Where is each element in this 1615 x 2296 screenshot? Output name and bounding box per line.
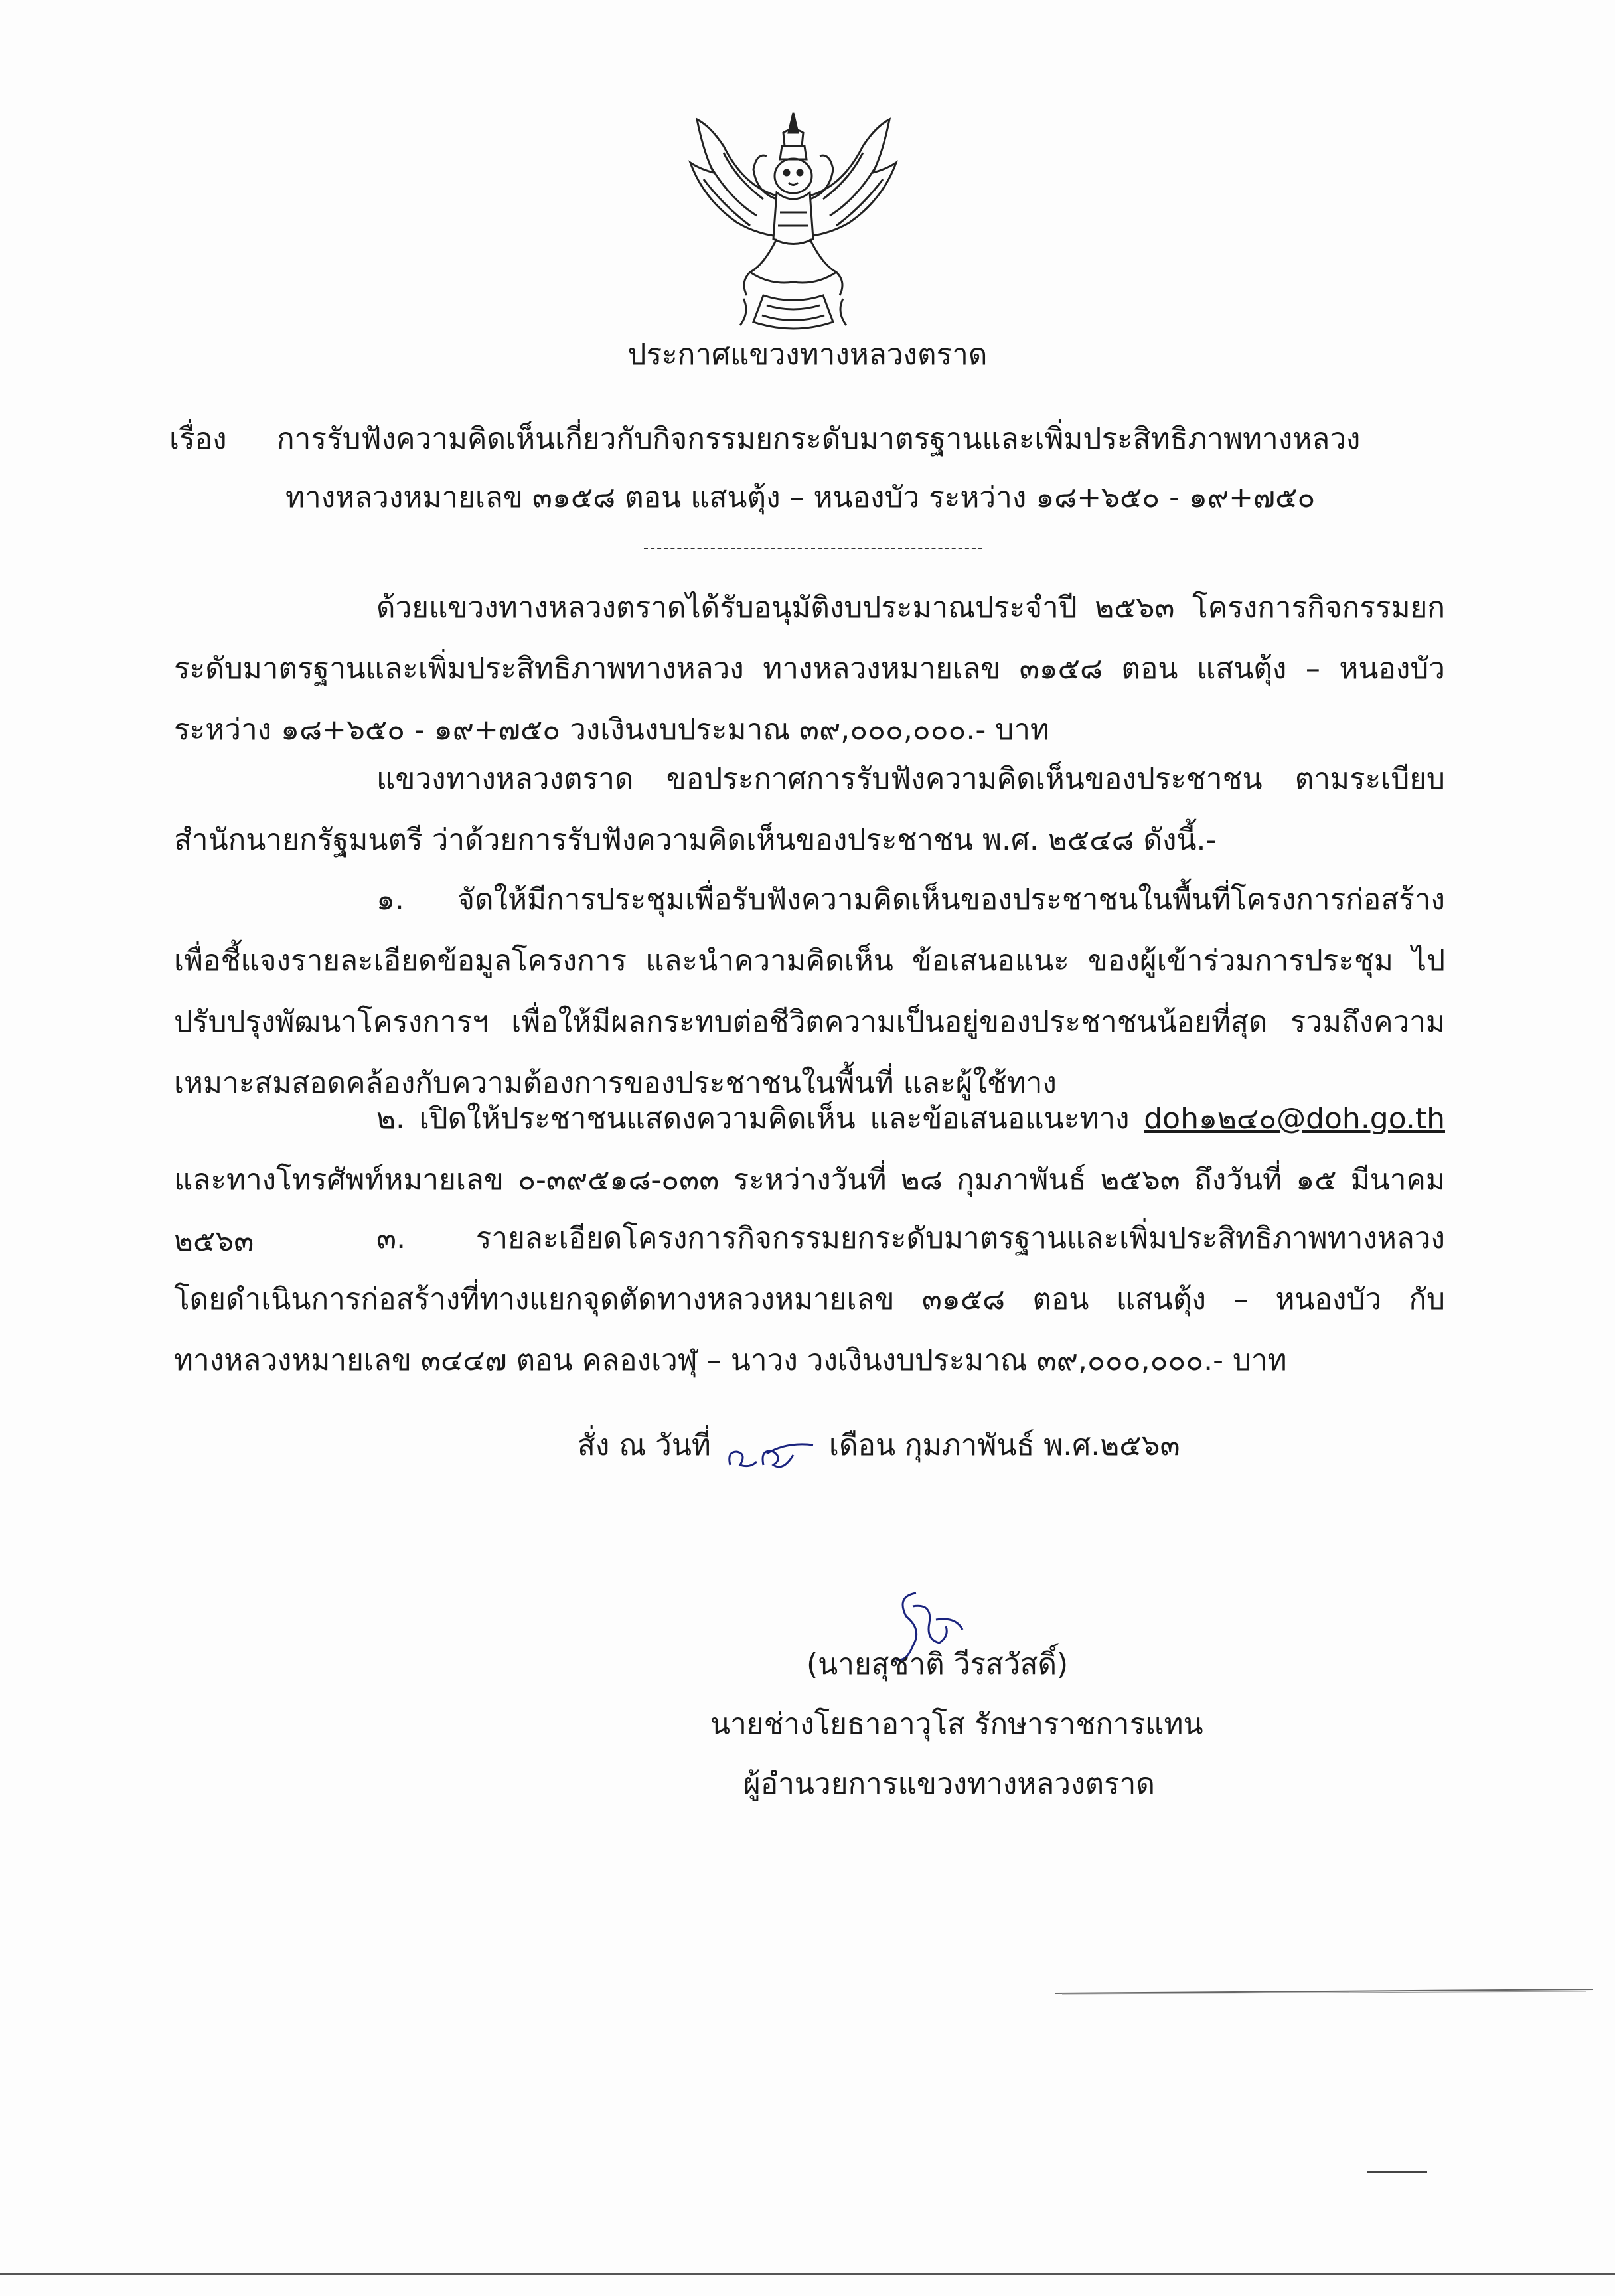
paragraph-item-2-text-before: ๒. เปิดให้ประชาชนแสดงความคิดเห็น และข้อเสนอแนะทาง [376, 1102, 1130, 1136]
subject-label: เรื่อง [169, 422, 227, 456]
paragraph-item-1-text: ๑. จัดให้มีการประชุมเพื่อรับฟังความคิดเห็นของประชาชนในพื้นที่โครงการก่อสร้าง เพื่อชี้แจงรายละเอียดข้อมูลโครงการ และนำความคิดเห็น ข้อเสนอแนะ ของผู้เข้าร่วมการประชุม ไปปรับปรุงพัฒนาโครงการฯ เพื่อให้มีผลกระทบต่อชีวิตความเป็นอยู่ของประชาชนน้อยที่สุด รวมถึงความเหมาะสมสอดคล้องกับความต้องการของประชาชนในพื้นที่ และผู้ใช้ทาง [174, 883, 1445, 1100]
signatory-position-1: นายช่างโยธาอาวุโส รักษาราชการแทน [710, 1707, 1203, 1741]
signatory-position-2: ผู้อำนวยการแขวงทางหลวงตราด [743, 1767, 1155, 1801]
scan-artifact-mark [1367, 2171, 1427, 2173]
page-title: ประกาศแขวงทางหลวงตราด [627, 338, 988, 372]
paragraph-item-3 [174, 1208, 1445, 1391]
order-date-line [577, 1426, 1180, 1466]
paragraph-1-text: ด้วยแขวงทางหลวงตราดได้รับอนุมัติงบประมาณประจำปี ๒๕๖๓ โครงการกิจกรรมยกระดับมาตรฐานและเพิ่มประสิทธิภาพทางหลวง ทางหลวงหมายเลข ๓๑๕๘ ตอน แสนตุ้ง – หนองบัว ระหว่าง ๑๘+๖๕๐ - ๑๙+๗๕๐ วงเงินงบประมาณ ๓๙,๐๐๐,๐๐๐.- บาท [174, 591, 1445, 747]
scan-bottom-edge [0, 2273, 1615, 2275]
paragraph-item-1 [174, 870, 1445, 1114]
separator-line [644, 548, 982, 549]
paragraph-item-3-text: ๓. รายละเอียดโครงการกิจกรรมยกระดับมาตรฐานและเพิ่มประสิทธิภาพทางหลวง โดยดำเนินการก่อสร้างที่ทางแยกจุดตัดทางหลวงหมายเลข ๓๑๕๘ ตอน แสนตุ้ง – หนองบัว กับทางหลวงหมายเลข ๓๔๔๗ ตอน คลองเวฬุ – นาวง วงเงินงบประมาณ ๓๙,๐๐๐,๐๐๐.- บาท [174, 1221, 1445, 1377]
paragraph-item-2-text-after: และทางโทรศัพท์หมายเลข ๐-๓๙๕๑๘-๐๓๓ ระหว่างวันที่ ๒๘ กุมภาพันธ์ ๒๕๖๓ ถึงวันที่ ๑๕ มีนาคม ๒๕๖๓ [174, 1163, 1445, 1258]
scan-artifact-line [1055, 1985, 1593, 1991]
date-prefix: สั่ง ณ วันที่ [577, 1428, 711, 1462]
subject-line-1: การรับฟังความคิดเห็นเกี่ยวกับกิจกรรมยกระดับมาตรฐานและเพิ่มประสิทธิภาพทางหลวง [277, 422, 1361, 456]
email-link[interactable]: doh๑๒๔๐@doh.go.th [1144, 1102, 1445, 1136]
paragraph-1 [174, 577, 1445, 761]
garuda-emblem-icon [684, 106, 903, 335]
paragraph-2 [174, 749, 1445, 871]
date-suffix: เดือน กุมภาพันธ์ พ.ศ.๒๕๖๓ [828, 1428, 1180, 1462]
paragraph-2-text: แขวงทางหลวงตราด ขอประกาศการรับฟังความคิดเห็นของประชาชน ตามระเบียบสำนักนายกรัฐมนตรี ว่าด้วยการรับฟังความคิดเห็นของประชาชน พ.ศ. ๒๕๔๘ ดังนี้.- [174, 762, 1445, 857]
signatory-name: (นายสุชาติ วีรสวัสดิ์) [807, 1647, 1069, 1681]
subject-line-2: ทางหลวงหมายเลข ๓๑๕๘ ตอน แสนตุ้ง – หนองบัว ระหว่าง ๑๘+๖๕๐ - ๑๙+๗๕๐ [285, 481, 1316, 514]
